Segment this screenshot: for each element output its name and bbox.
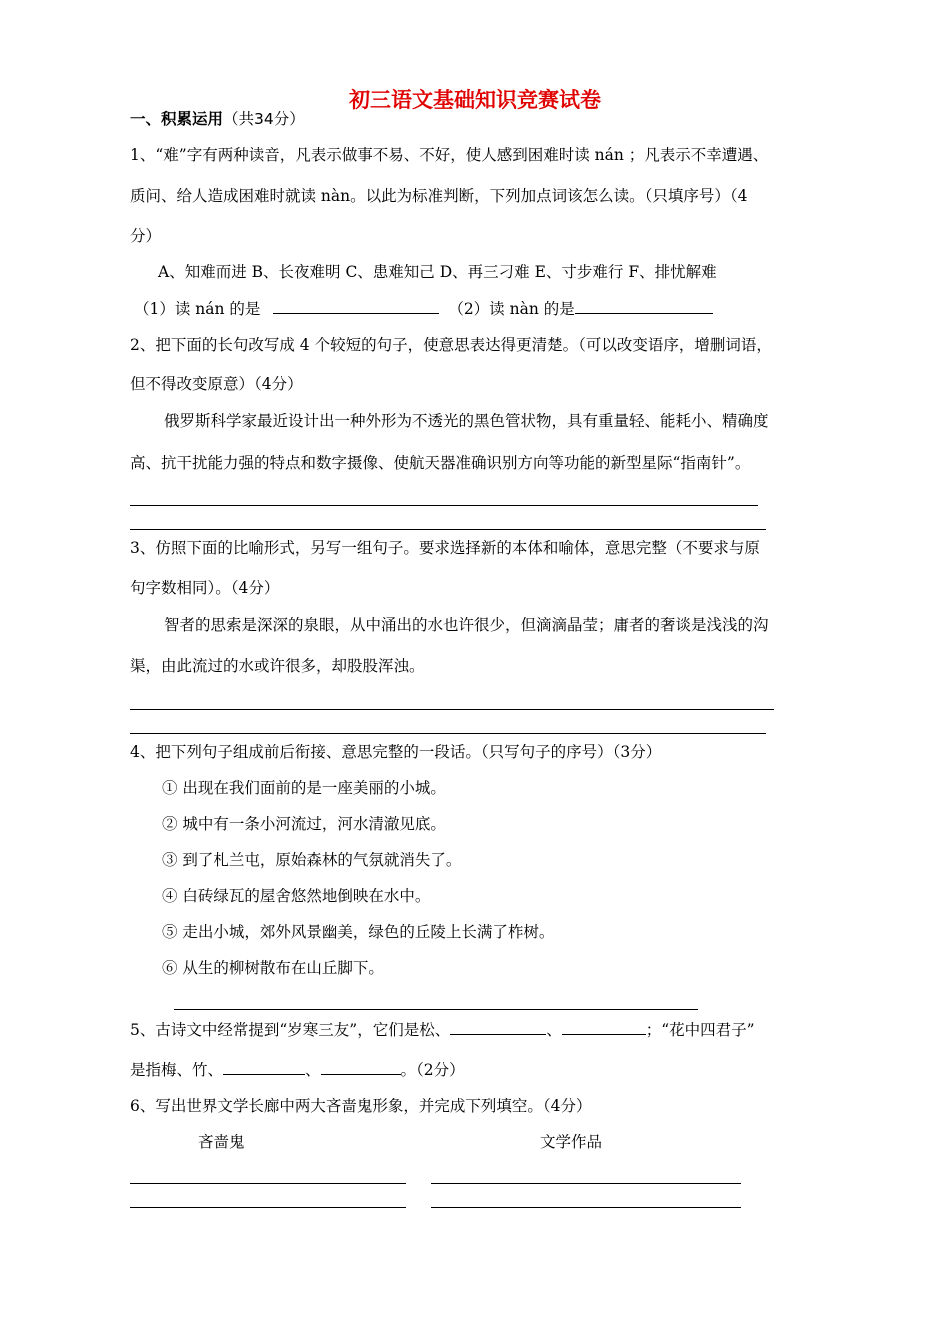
q5-blank-2[interactable]: [562, 1019, 646, 1035]
q5-line2: [130, 1059, 465, 1080]
q2-passage-line1: 俄罗斯科学家最近设计出一种外形为不透光的黑色管状物，具有重量轻、能耗小、精确度: [164, 412, 769, 430]
q1-answer-row: [134, 298, 713, 319]
q3-line2: 句字数相同）。（4分）: [130, 579, 280, 597]
q4-item-1: ① 出现在我们面前的是一座美丽的小城。: [162, 779, 446, 797]
q3-passage-line1: 智者的思索是深深的泉眼，从中涌出的水也许很少，但滴滴晶莹；庸者的奢谈是浅浅的沟: [164, 616, 769, 634]
q4-item-5: ⑤ 走出小城，郊外风景幽美，绿色的丘陵上长满了柞树。: [162, 923, 555, 941]
q5-line1-text: 5、古诗文中经常提到“岁寒三友”，它们是松、: [130, 1021, 451, 1039]
q2-line2: 但不得改变原意）（4分）: [130, 375, 303, 393]
q1-answer1-blank[interactable]: [273, 298, 439, 314]
q5-blank-3[interactable]: [223, 1059, 305, 1075]
q6-line1: 6、写出世界文学长廊中两大吝啬鬼形象，并完成下列填空。（4分）: [130, 1097, 592, 1115]
q4-item-4: ④ 白砖绿瓦的屋舍悠然地倒映在水中。: [162, 887, 431, 905]
q3-answer-line-2[interactable]: [130, 733, 766, 734]
q4-answer-line[interactable]: [174, 1009, 698, 1010]
q5-line1: [130, 1019, 755, 1040]
q6-column-work: 文学作品: [540, 1133, 603, 1151]
q6-miser-line-1[interactable]: [130, 1183, 406, 1184]
q5-line2-text: 是指梅、竹、: [130, 1061, 224, 1079]
section-label: 一、积累运用: [130, 110, 224, 128]
q6-miser-line-2[interactable]: [130, 1207, 406, 1208]
q1-options: A、知难而进 B、长夜难明 C、患难知己 D、再三刁难 E、寸步难行 F、排忧解难: [158, 263, 717, 281]
q6-work-line-1[interactable]: [431, 1183, 741, 1184]
q4-item-3: ③ 到了札兰屯，原始森林的气氛就消失了。: [162, 851, 462, 869]
q5-separator-2: 、: [305, 1061, 321, 1079]
q6-column-miser: 吝啬鬼: [198, 1133, 245, 1151]
q5-blank-1[interactable]: [450, 1019, 546, 1035]
section-points: （共34分）: [223, 110, 305, 128]
q3-line1: 3、仿照下面的比喻形式，另写一组句子。要求选择新的本体和喻体，意思完整（不要求与原: [130, 539, 760, 557]
q5-blank-4[interactable]: [321, 1059, 401, 1075]
q3-answer-line-1[interactable]: [130, 709, 774, 710]
q4-item-2: ② 城中有一条小河流过，河水清澈见底。: [162, 815, 446, 833]
q2-passage-line2: 高、抗干扰能力强的特点和数字摄像、使航天器准确识别方向等功能的新型星际“指南针”。: [130, 454, 751, 472]
q5-line1-end: ；“花中四君子”: [645, 1021, 755, 1039]
q5-line2-end: 。（2分）: [400, 1061, 465, 1079]
q1-blank1-label: （1）读 nán 的是: [134, 300, 261, 318]
q4-item-6: ⑥ 从生的柳树散布在山丘脚下。: [162, 959, 384, 977]
q1-answer2-blank[interactable]: [575, 298, 713, 314]
q2-answer-line-2[interactable]: [130, 529, 766, 530]
q1-line1: 1、“难”字有两种读音，凡表示做事不易、不好，使人感到困难时读 nán ；凡表示不幸遭遇、: [130, 146, 769, 164]
q3-passage-line2: 渠，由此流过的水或许很多，却股股浑浊。: [130, 657, 425, 675]
q2-line1: 2、把下面的长句改写成 4 个较短的句子，使意思表达得更清楚。（可以改变语序，增删词语，: [130, 336, 772, 354]
page-title: 初三语文基础知识竞赛试卷: [349, 88, 601, 112]
q1-line3: 分）: [130, 227, 162, 245]
q1-line2: 质问、给人造成困难时就读 nàn。以此为标准判断，下列加点词该怎么读。（只填序号）（4: [130, 187, 748, 205]
q6-work-line-2[interactable]: [431, 1207, 741, 1208]
q5-separator-1: 、: [546, 1021, 562, 1039]
q1-blank2-label: （2）读 nàn 的是: [448, 300, 575, 318]
q4-line1: 4、把下列句子组成前后衔接、意思完整的一段话。（只写句子的序号）（3分）: [130, 743, 662, 761]
q2-answer-line-1[interactable]: [130, 505, 758, 506]
section-heading: [130, 109, 305, 129]
